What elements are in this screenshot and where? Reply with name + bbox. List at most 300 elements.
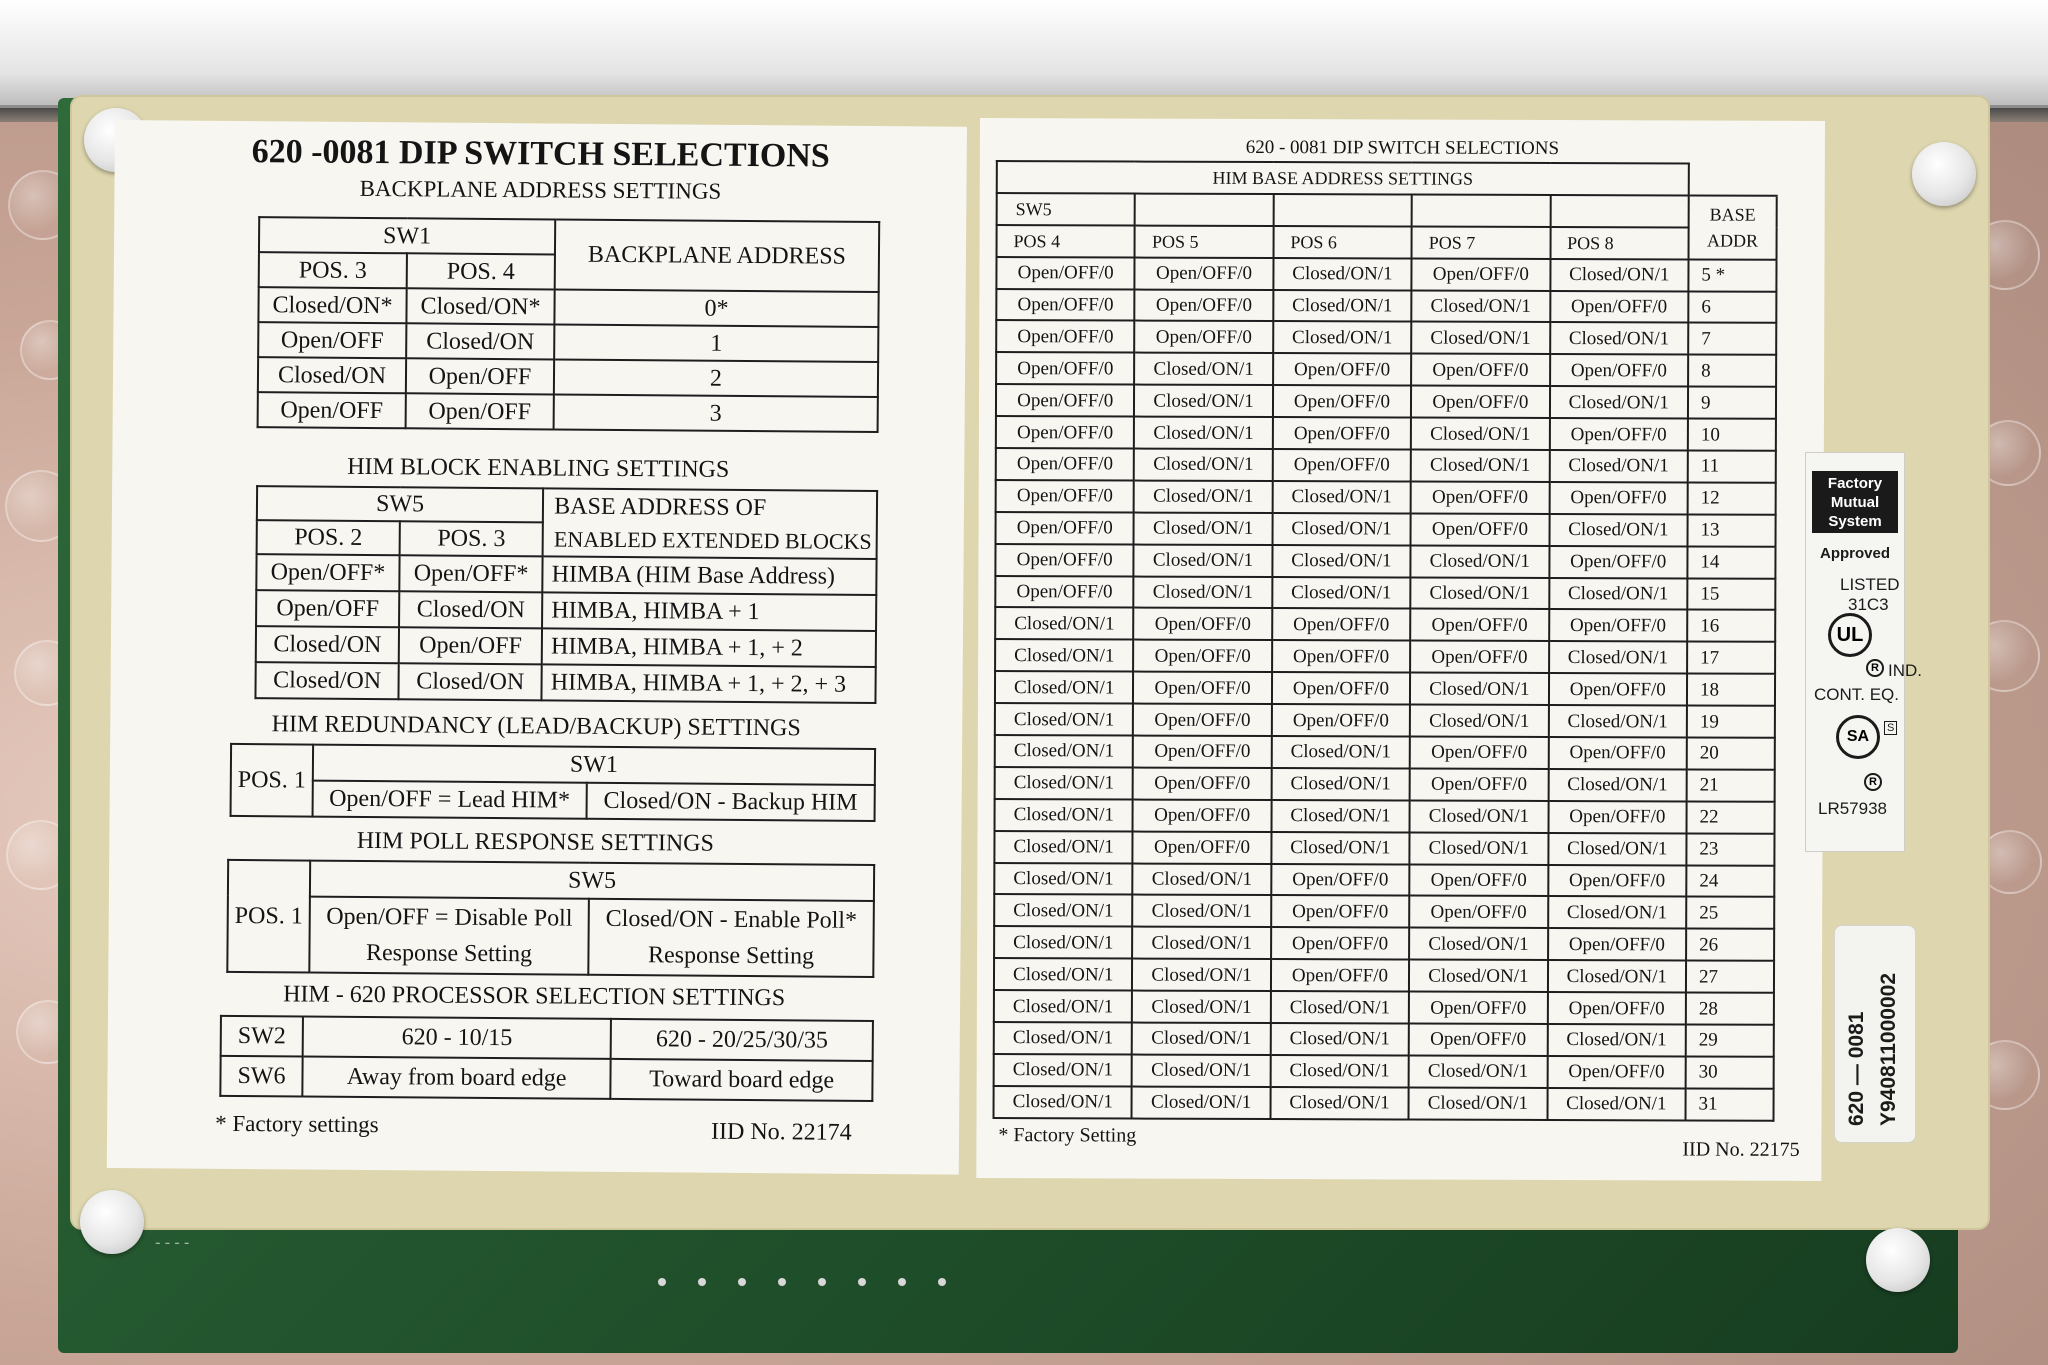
him-switch-cell: Open/OFF/0 [1135, 289, 1274, 321]
him-switch-cell: Open/OFF/0 [1549, 482, 1688, 514]
him-row [995, 799, 1775, 834]
solder-pad [698, 1278, 706, 1286]
poll-disable-line2: Response Setting [365, 939, 533, 968]
him-base-addr-cell: 7 [1688, 323, 1776, 355]
approval-label [1805, 452, 1922, 852]
him-base-subtitle: HIM BASE ADDRESS SETTINGS [997, 161, 1689, 195]
him-switch-cell: Closed/ON/1 [1133, 895, 1272, 927]
fm-logo-line-2: Mutual [1830, 494, 1880, 511]
him-base-addr-cell: 11 [1688, 450, 1776, 482]
him-switch-cell: Closed/ON/1 [995, 735, 1134, 767]
fm-logo-line-1: Factory [1827, 475, 1883, 492]
block-rows [255, 554, 876, 703]
him-switch-cell: Closed/ON/1 [1549, 578, 1688, 610]
backplane-cell: Closed/ON* [406, 288, 554, 324]
him-base-addr-cell: 5 * [1688, 259, 1776, 291]
him-base-addr-cell: 17 [1687, 642, 1775, 674]
him-base-addr-cell: 25 [1686, 897, 1774, 929]
him-switch-cell: Closed/ON/1 [1548, 705, 1687, 737]
him-switch-cell: Open/OFF/0 [1549, 609, 1688, 641]
him-column-header: POS 5 [1135, 225, 1274, 257]
backplane-cell: Closed/ON [406, 323, 554, 359]
him-row [994, 895, 1774, 930]
backplane-cell: 1 [554, 324, 878, 362]
him-switch-cell: Closed/ON/1 [1550, 322, 1689, 354]
him-base-addr-cell: 23 [1686, 833, 1774, 865]
him-switch-cell: Closed/ON/1 [1410, 832, 1549, 864]
processor-title: HIM - 620 PROCESSOR SELECTION SETTINGS [283, 981, 786, 1012]
him-row [996, 289, 1776, 324]
him-switch-cell: Closed/ON/1 [994, 895, 1133, 927]
him-switch-cell: Open/OFF/0 [1271, 927, 1410, 959]
backplane-cell: 2 [554, 359, 878, 397]
him-switch-cell: Closed/ON/1 [1550, 259, 1689, 291]
him-switch-cell: Closed/ON/1 [1411, 322, 1550, 354]
him-switch-cell: Open/OFF/0 [1548, 928, 1687, 960]
him-row [995, 639, 1775, 674]
block-col-base-2: ENABLED EXTENDED BLOCKS [543, 522, 877, 559]
him-row [995, 544, 1775, 579]
him-switch-cell: Open/OFF/0 [1410, 641, 1549, 673]
him-switch-cell: Closed/ON/1 [1411, 290, 1550, 322]
him-switch-cell: Closed/ON/1 [994, 958, 1133, 990]
him-switch-cell: Closed/ON/1 [1272, 481, 1411, 513]
him-switch-cell: Open/OFF/0 [1549, 418, 1688, 450]
him-switch-cell: Open/OFF/0 [1548, 865, 1687, 897]
him-base-addr-top: BASE [1709, 204, 1756, 225]
solder-pad [938, 1278, 946, 1286]
him-switch-cell: Open/OFF/0 [1133, 704, 1272, 736]
ul-ind: IND. [1888, 661, 1922, 680]
backplane-cell: 3 [554, 394, 878, 432]
processor-sw2: SW2 [221, 1016, 303, 1057]
block-col-pos3: POS. 3 [400, 521, 543, 556]
him-base-address-table [993, 160, 1778, 1121]
him-switch-cell: Open/OFF/0 [1410, 768, 1549, 800]
right-card-title: 620 - 0081 DIP SWITCH SELECTIONS [1245, 136, 1560, 160]
right-iid: IID No. 22175 [1682, 1138, 1800, 1161]
backplane-col-pos4: POS. 4 [407, 253, 555, 289]
him-switch-cell: Closed/ON/1 [1132, 1054, 1271, 1086]
poll-enable-line2: Response Setting [647, 942, 815, 970]
him-switch-cell: Open/OFF/0 [996, 384, 1135, 416]
him-switch-cell: Open/OFF/0 [996, 416, 1135, 448]
him-switch-cell: Open/OFF/0 [1272, 640, 1411, 672]
him-base-addr-cell: 26 [1686, 929, 1774, 961]
him-row [995, 703, 1775, 738]
him-switch-cell: Closed/ON/1 [1411, 545, 1550, 577]
block-row [256, 554, 876, 595]
him-switch-cell: Closed/ON/1 [994, 831, 1133, 863]
redundancy-pos: POS. 1 [231, 744, 314, 817]
him-switch-cell: Closed/ON/1 [994, 1086, 1133, 1118]
him-row [995, 576, 1775, 611]
block-row [256, 626, 876, 667]
him-base-addr-cell: 18 [1687, 674, 1775, 706]
block-cell: Open/OFF* [399, 555, 542, 592]
him-switch-cell: Open/OFF/0 [996, 321, 1135, 353]
him-switch-cell: Closed/ON/1 [995, 671, 1134, 703]
him-switch-cell: Closed/ON/1 [1548, 960, 1687, 992]
right-dip-switch-card [976, 118, 1825, 1181]
backplane-cell: Closed/ON [258, 357, 406, 393]
blank-cell [1689, 163, 1777, 195]
him-switch-cell: Closed/ON/1 [994, 926, 1133, 958]
him-switch-cell: Closed/ON/1 [1550, 386, 1689, 418]
him-row [996, 384, 1776, 419]
him-switch-cell: Closed/ON/1 [1134, 576, 1273, 608]
him-switch-cell: Closed/ON/1 [1134, 417, 1273, 449]
him-switch-cell: Open/OFF/0 [1273, 449, 1412, 481]
him-switch-cell: Closed/ON/1 [1132, 1023, 1271, 1055]
him-switch-cell: Closed/ON/1 [1273, 290, 1412, 322]
ul-cont-eq: CONT. EQ. [1814, 685, 1900, 704]
him-base-addr-cell: 16 [1687, 610, 1775, 642]
him-switch-cell: Open/OFF/0 [996, 289, 1135, 321]
him-switch-cell: Open/OFF/0 [1550, 354, 1689, 386]
him-switch-cell: Open/OFF/0 [995, 576, 1134, 608]
him-base-addr-cell: 8 [1688, 355, 1776, 387]
him-rows [994, 257, 1777, 1121]
poll-response-title: HIM POLL RESPONSE SETTINGS [356, 827, 714, 857]
him-switch-cell: Closed/ON/1 [1411, 418, 1550, 450]
poll-sw: SW5 [310, 861, 874, 901]
him-row [996, 448, 1776, 483]
him-switch-cell: Closed/ON/1 [995, 639, 1134, 671]
him-switch-cell: Closed/ON/1 [1132, 959, 1271, 991]
him-base-addr-cell: 6 [1688, 291, 1776, 323]
him-switch-cell: Closed/ON/1 [1547, 1024, 1686, 1056]
redundancy-backup: Closed/ON - Backup HIM [586, 783, 874, 821]
him-switch-cell: Open/OFF/0 [1133, 672, 1272, 704]
him-sw-label: SW5 [997, 193, 1136, 225]
him-switch-cell: Open/OFF/0 [1271, 896, 1410, 928]
fm-approved: Approved [1820, 545, 1891, 562]
him-base-addr-cell: 14 [1687, 546, 1775, 578]
ul-logo-icon: UL [1828, 613, 1872, 657]
him-switch-cell: Open/OFF/0 [996, 257, 1135, 289]
block-enabling-title: HIM BLOCK ENABLING SETTINGS [347, 453, 730, 483]
him-switch-cell: Closed/ON/1 [995, 608, 1134, 640]
him-switch-cell: Closed/ON/1 [1270, 1055, 1409, 1087]
backplane-cell: Open/OFF [258, 322, 406, 358]
him-row [995, 608, 1775, 643]
backplane-row [258, 357, 878, 397]
him-switch-cell: Closed/ON/1 [1409, 1087, 1548, 1119]
backplane-cell: Open/OFF [406, 393, 554, 429]
him-base-addr-cell: 28 [1686, 993, 1774, 1025]
him-switch-cell: Closed/ON/1 [1134, 480, 1273, 512]
him-switch-cell: Closed/ON/1 [1410, 800, 1549, 832]
him-switch-cell: Closed/ON/1 [1410, 673, 1549, 705]
him-switch-cell: Closed/ON/1 [1271, 991, 1410, 1023]
him-switch-cell: Open/OFF/0 [1549, 673, 1688, 705]
him-switch-cell: Open/OFF/0 [1410, 609, 1549, 641]
backplane-cell: 0* [554, 289, 878, 327]
csa-registered-icon: R [1864, 773, 1882, 791]
him-switch-cell: Open/OFF/0 [1548, 737, 1687, 769]
block-enabling-table [254, 485, 878, 704]
redundancy-sw: SW1 [313, 745, 875, 785]
him-switch-cell: Open/OFF/0 [1550, 291, 1689, 323]
him-base-addr-cell: 24 [1686, 865, 1774, 897]
him-row [996, 512, 1776, 547]
him-switch-cell: Open/OFF/0 [996, 480, 1135, 512]
him-switch-cell: Open/OFF/0 [1272, 608, 1411, 640]
him-switch-cell: Open/OFF/0 [1548, 801, 1687, 833]
him-switch-cell: Closed/ON/1 [1549, 641, 1688, 673]
backplane-address-table [257, 216, 881, 433]
processor-sw6: SW6 [220, 1056, 302, 1097]
him-switch-cell: Closed/ON/1 [1409, 928, 1548, 960]
block-cell: Open/OFF [399, 627, 542, 664]
block-cell: Open/OFF [256, 590, 399, 627]
him-switch-cell: Open/OFF/0 [1271, 959, 1410, 991]
block-cell: Closed/ON [256, 626, 399, 663]
him-switch-cell: Closed/ON/1 [1272, 736, 1411, 768]
him-switch-cell: Open/OFF/0 [1547, 1056, 1686, 1088]
him-switch-cell: Open/OFF/0 [996, 352, 1135, 384]
him-switch-cell: Closed/ON/1 [1273, 258, 1412, 290]
him-switch-cell: Open/OFF/0 [1409, 896, 1548, 928]
him-base-addr-cell: 12 [1688, 482, 1776, 514]
left-dip-switch-card [107, 120, 967, 1175]
him-row [995, 671, 1775, 706]
processor-edge-b: Toward board edge [611, 1059, 873, 1101]
blank-cell [1273, 194, 1412, 226]
backplane-cell: Open/OFF [258, 392, 406, 428]
him-switch-cell: Open/OFF/0 [1409, 992, 1548, 1024]
him-column-header: POS 7 [1412, 226, 1551, 258]
redundancy-lead: Open/OFF = Lead HIM* [313, 781, 587, 819]
him-switch-cell: Open/OFF/0 [1133, 640, 1272, 672]
csa-small-mark: S [1884, 721, 1897, 735]
him-switch-cell: Open/OFF/0 [1134, 608, 1273, 640]
him-switch-cell: Closed/ON/1 [1411, 450, 1550, 482]
him-base-addr-cell: 21 [1687, 769, 1775, 801]
him-switch-cell: Closed/ON/1 [1272, 577, 1411, 609]
him-switch-cell: Open/OFF/0 [1411, 513, 1550, 545]
him-row [994, 1022, 1774, 1057]
poll-enable-line1: Closed/ON - Enable Poll* [605, 905, 858, 934]
him-switch-cell: Closed/ON/1 [1132, 991, 1271, 1023]
him-row [995, 735, 1775, 770]
him-switch-cell: Closed/ON/1 [1132, 1086, 1271, 1118]
him-switch-cell: Closed/ON/1 [1134, 449, 1273, 481]
him-switch-cell: Closed/ON/1 [1271, 800, 1410, 832]
him-switch-cell: Open/OFF/0 [1409, 864, 1548, 896]
him-switch-cell: Open/OFF/0 [1133, 831, 1272, 863]
him-switch-cell: Closed/ON/1 [1409, 960, 1548, 992]
him-row [994, 863, 1774, 898]
poll-disable-line1: Open/OFF = Disable Poll [326, 903, 573, 932]
him-base-addr-cell: 19 [1687, 706, 1775, 738]
him-column-header: POS 8 [1550, 227, 1689, 259]
him-switch-cell: Closed/ON/1 [1272, 545, 1411, 577]
backplane-cell: Open/OFF [406, 358, 554, 394]
him-switch-cell: Closed/ON/1 [1273, 321, 1412, 353]
backplane-cell: Closed/ON* [258, 287, 406, 323]
him-switch-cell: Open/OFF/0 [1549, 546, 1688, 578]
solder-pad [898, 1278, 906, 1286]
him-switch-cell: Closed/ON/1 [994, 863, 1133, 895]
backplane-rows [258, 287, 879, 432]
him-base-addr-cell: 31 [1686, 1088, 1774, 1120]
him-switch-cell: Open/OFF/0 [1133, 799, 1272, 831]
him-switch-cell: Closed/ON/1 [1409, 1055, 1548, 1087]
block-col-pos2: POS. 2 [257, 520, 400, 555]
him-switch-cell: Open/OFF/0 [1135, 321, 1274, 353]
him-row [995, 767, 1775, 802]
him-base-addr-cell: 15 [1687, 578, 1775, 610]
left-iid: IID No. 22174 [710, 1118, 852, 1146]
him-base-addr-cell: 10 [1688, 419, 1776, 451]
backplane-row [258, 392, 878, 432]
him-column-header: POS 6 [1273, 226, 1412, 258]
him-switch-cell: Open/OFF/0 [1273, 385, 1412, 417]
him-row [994, 990, 1774, 1025]
right-footnote: * Factory Setting [998, 1124, 1137, 1147]
block-cell: Open/OFF* [256, 554, 399, 591]
him-switch-cell: Open/OFF/0 [1409, 1024, 1548, 1056]
processor-model-a: 620 - 10/15 [303, 1017, 612, 1059]
him-row [994, 958, 1774, 993]
redundancy-table [230, 743, 877, 822]
blank-cell [1412, 194, 1551, 226]
processor-model-b: 620 - 20/25/30/35 [611, 1019, 873, 1061]
processor-table [219, 1015, 874, 1102]
poll-disable [309, 897, 589, 975]
enclosure-housing [0, 0, 2048, 108]
him-switch-cell: Closed/ON/1 [1271, 768, 1410, 800]
block-cell: Closed/ON [399, 591, 542, 628]
him-switch-cell: Closed/ON/1 [1549, 514, 1688, 546]
him-row [996, 352, 1776, 387]
him-switch-cell: Open/OFF/0 [1271, 864, 1410, 896]
him-switch-cell: Open/OFF/0 [996, 448, 1135, 480]
left-card-subtitle: BACKPLANE ADDRESS SETTINGS [359, 175, 722, 204]
him-base-addr-cell: 30 [1686, 1056, 1774, 1088]
sticker-part-number: 620 — 0081 [1845, 1011, 1868, 1126]
him-switch-cell: Closed/ON/1 [1548, 896, 1687, 928]
him-switch-cell: Closed/ON/1 [995, 767, 1134, 799]
him-switch-cell: Closed/ON/1 [1272, 513, 1411, 545]
him-switch-cell: Closed/ON/1 [1134, 512, 1273, 544]
him-row [996, 416, 1776, 451]
him-switch-cell: Closed/ON/1 [1132, 927, 1271, 959]
csa-logo-icon: SA [1836, 715, 1880, 759]
solder-pad [818, 1278, 826, 1286]
left-footnote: * Factory settings [215, 1110, 379, 1138]
him-switch-cell: Closed/ON/1 [995, 703, 1134, 735]
block-sw-label: SW5 [257, 486, 543, 522]
him-switch-cell: Open/OFF/0 [1133, 767, 1272, 799]
poll-response-table [226, 859, 875, 978]
him-switch-cell: Closed/ON/1 [1271, 1023, 1410, 1055]
him-switch-cell: Closed/ON/1 [1134, 353, 1273, 385]
him-switch-cell: Closed/ON/1 [994, 1022, 1133, 1054]
him-switch-cell: Closed/ON/1 [1549, 450, 1688, 482]
him-switch-cell: Open/OFF/0 [1273, 353, 1412, 385]
blank-cell [1135, 193, 1274, 225]
him-switch-cell: Open/OFF/0 [1273, 417, 1412, 449]
him-switch-cell: Closed/ON/1 [1410, 705, 1549, 737]
him-base-addr-cell: 20 [1687, 738, 1775, 770]
him-switch-cell: Open/OFF/0 [1133, 736, 1272, 768]
him-base-addr-cell: 22 [1687, 801, 1775, 833]
him-switch-cell: Closed/ON/1 [1548, 833, 1687, 865]
fm-logo-line-3: System [1828, 513, 1882, 530]
him-switch-cell: Closed/ON/1 [1410, 577, 1549, 609]
him-switch-cell: Open/OFF/0 [1412, 258, 1551, 290]
blank-cell [1550, 195, 1689, 227]
serial-sticker [1834, 925, 1916, 1143]
block-cell: HIMBA, HIMBA + 1, + 2, + 3 [542, 664, 876, 703]
processor-edge-a: Away from board edge [302, 1057, 611, 1099]
him-switch-cell: Closed/ON/1 [1133, 863, 1272, 895]
solder-pad [778, 1278, 786, 1286]
standoff-bottom-left [80, 1190, 144, 1254]
backplane-row [258, 287, 878, 327]
factory-mutual-logo [1812, 471, 1898, 533]
him-column-headers [997, 225, 1777, 260]
him-switch-cell: Closed/ON/1 [995, 799, 1134, 831]
ul-registered-icon: R [1866, 659, 1884, 677]
standoff-top-right [1912, 142, 1976, 206]
ul-listed-code: 31C3 [1848, 595, 1889, 614]
him-switch-cell: Open/OFF/0 [1411, 481, 1550, 513]
him-column-header: POS 4 [997, 225, 1136, 257]
him-switch-cell: Open/OFF/0 [1272, 672, 1411, 704]
him-switch-cell: Open/OFF/0 [1547, 992, 1686, 1024]
him-switch-cell: Open/OFF/0 [1411, 354, 1550, 386]
him-base-addr-cell: 29 [1686, 1025, 1774, 1057]
him-switch-cell: Open/OFF/0 [1272, 704, 1411, 736]
block-cell: Closed/ON [399, 663, 542, 700]
block-col-base-1: BASE ADDRESS OF [543, 488, 877, 525]
him-switch-cell: Closed/ON/1 [1270, 1087, 1409, 1119]
him-row [996, 257, 1776, 292]
poll-enable [589, 899, 874, 977]
him-switch-cell: Open/OFF/0 [1410, 737, 1549, 769]
him-row [996, 480, 1776, 515]
him-switch-cell: Open/OFF/0 [1135, 257, 1274, 289]
him-switch-cell: Open/OFF/0 [1411, 386, 1550, 418]
him-base-addr-cell: 13 [1688, 514, 1776, 546]
block-cell: HIMBA, HIMBA + 1, + 2 [542, 628, 876, 667]
backplane-col-pos3: POS. 3 [259, 252, 407, 288]
him-base-addr-header [1689, 195, 1777, 259]
him-switch-cell: Closed/ON/1 [1547, 1088, 1686, 1120]
left-card-title: 620 -0081 DIP SWITCH SELECTIONS [251, 133, 830, 175]
standoff-bottom-right [1866, 1228, 1930, 1292]
him-switch-cell: Closed/ON/1 [1134, 385, 1273, 417]
block-cell: Closed/ON [255, 662, 398, 699]
csa-number: LR57938 [1818, 799, 1888, 818]
block-cell: HIMBA (HIM Base Address) [543, 556, 877, 595]
him-switch-cell: Open/OFF/0 [995, 544, 1134, 576]
him-row [994, 1086, 1774, 1121]
him-base-addr-cell: 27 [1686, 961, 1774, 993]
poll-pos: POS. 1 [227, 860, 310, 973]
him-switch-cell: Open/OFF/0 [996, 512, 1135, 544]
solder-pad [858, 1278, 866, 1286]
block-row [256, 590, 876, 631]
ul-listed: LISTED [1840, 575, 1900, 594]
him-base-addr-bottom: ADDR [1707, 230, 1759, 251]
backplane-sw-label: SW1 [259, 217, 555, 254]
block-row [255, 662, 875, 703]
